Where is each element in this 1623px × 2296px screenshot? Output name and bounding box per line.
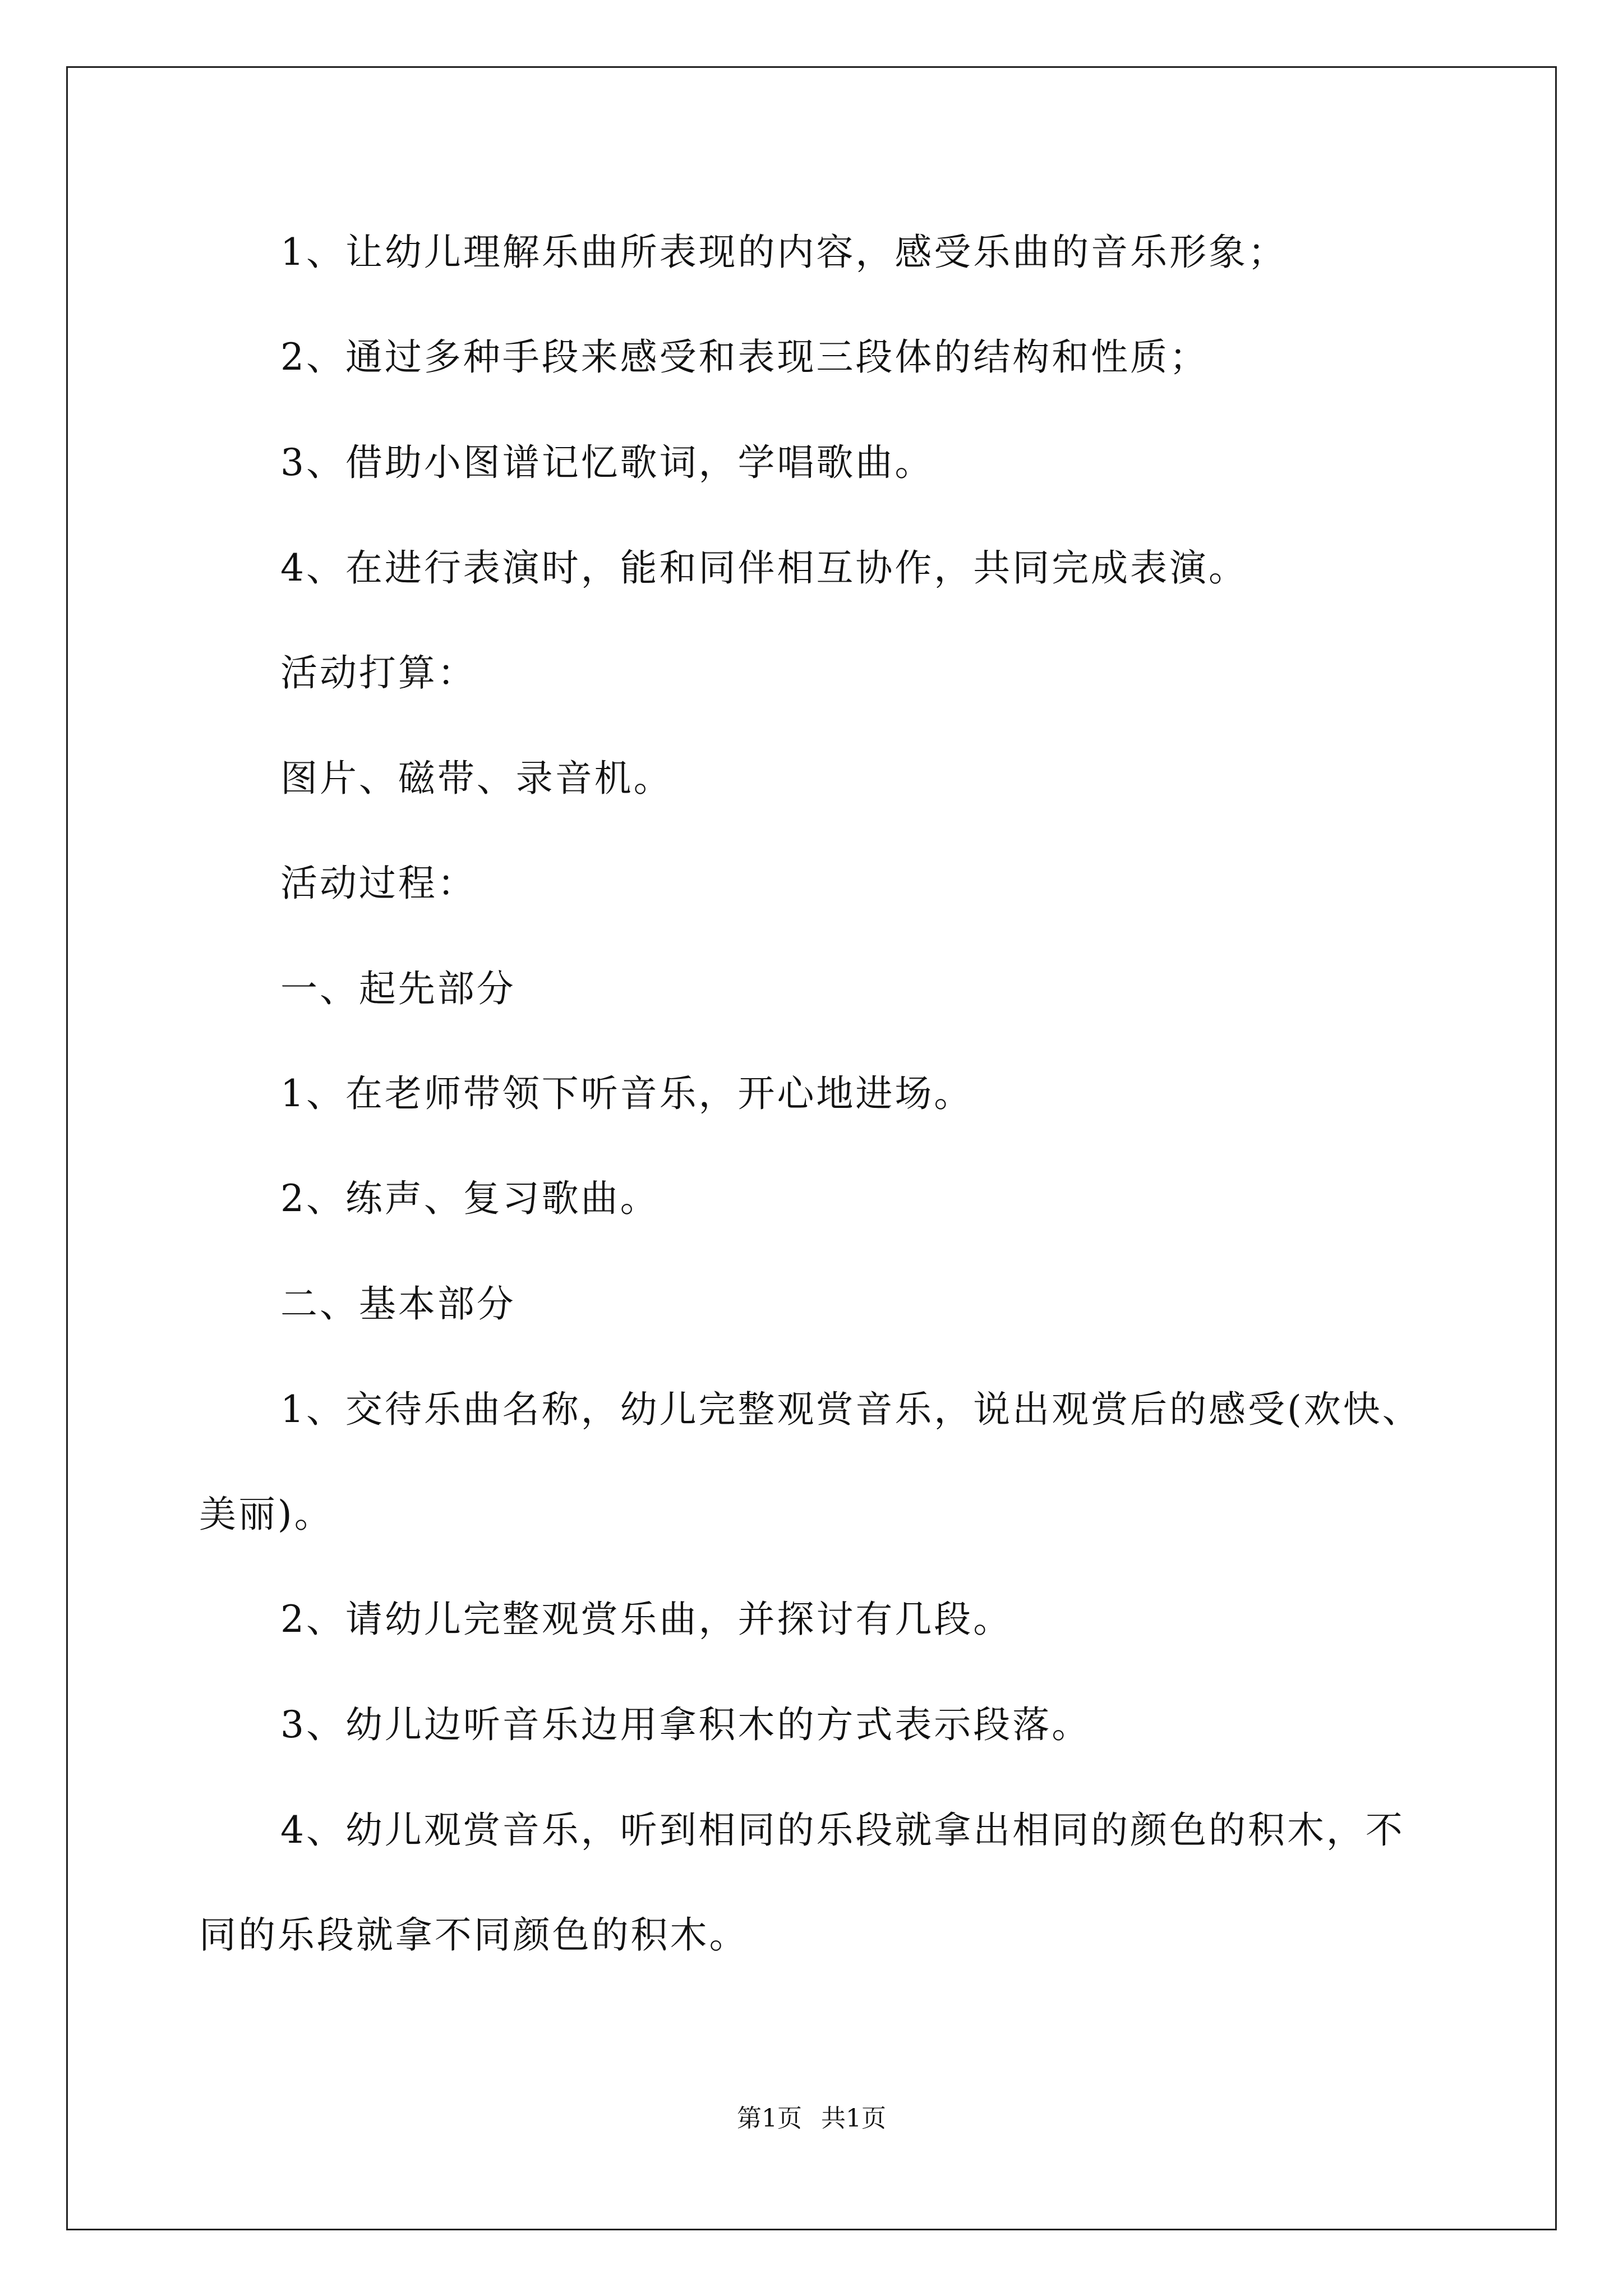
preparation-materials: 图片、磁带、录音机。 xyxy=(280,757,673,800)
objective-3: 3、借助小图谱记忆歌词，学唱歌曲。 xyxy=(280,441,934,484)
part-two-step-3: 3、幼儿边听音乐边用拿积木的方式表示段落。 xyxy=(280,1703,1091,1746)
objective-2: 2、通过多种手段来感受和表现三段体的结构和性质； xyxy=(280,335,1209,379)
page-border xyxy=(66,66,1557,2230)
part-two-heading: 二、基本部分 xyxy=(280,1282,516,1326)
objective-4: 4、在进行表演时，能和同伴相互协作，共同完成表演。 xyxy=(280,546,1248,590)
part-one-step-2: 2、练声、复习歌曲。 xyxy=(280,1177,660,1220)
section-heading-process: 活动过程： xyxy=(280,862,477,905)
section-heading-preparation: 活动打算： xyxy=(280,651,477,694)
part-one-step-1: 1、在老师带领下听音乐，开心地进场。 xyxy=(280,1072,974,1115)
part-two-step-4: 4、幼儿观赏音乐，听到相同的乐段就拿出相同的颜色的积木，不 xyxy=(280,1809,1405,1852)
part-two-step-1: 1、交待乐曲名称，幼儿完整观赏音乐，说出观赏后的感受(欢快、 xyxy=(280,1388,1422,1431)
part-one-heading: 一、起先部分 xyxy=(280,967,516,1010)
page-total: 共1页 xyxy=(821,2104,886,2133)
objective-1: 1、让幼儿理解乐曲所表现的内容，感受乐曲的音乐形象； xyxy=(280,231,1287,274)
page-footer xyxy=(0,2105,1623,2133)
part-two-step-4-continued: 同的乐段就拿不同颜色的积木。 xyxy=(199,1913,749,1957)
part-two-step-1-continued: 美丽)。 xyxy=(199,1493,334,1536)
page-number: 第1页 xyxy=(737,2104,802,2133)
part-two-step-2: 2、请幼儿完整观赏乐曲，并探讨有几段。 xyxy=(280,1598,1013,1641)
